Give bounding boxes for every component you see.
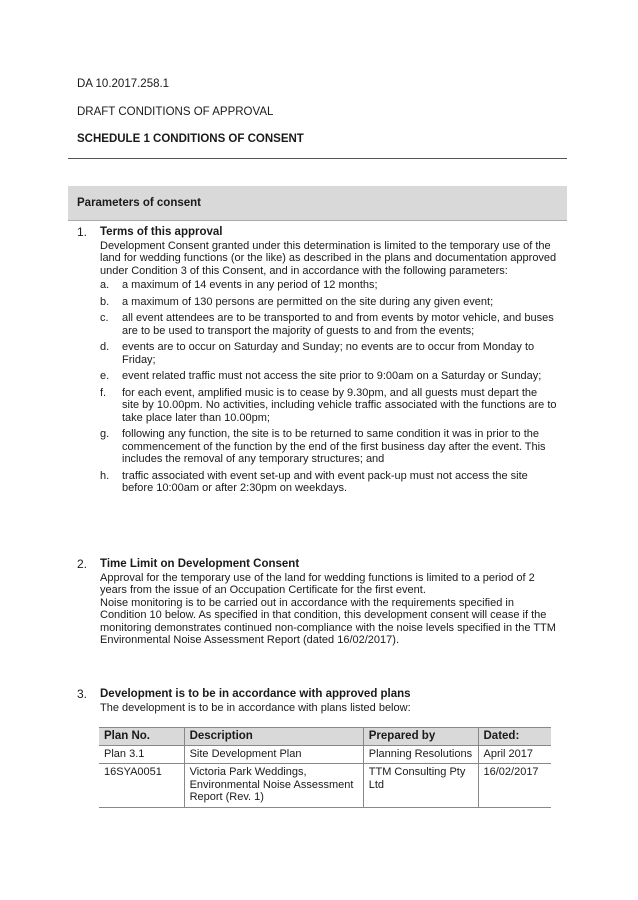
table-cell: Victoria Park Weddings, Environmental Noise Assessment Report (Rev. 1) — [184, 764, 363, 808]
table-cell: 16/02/2017 — [478, 764, 551, 808]
condition-3 — [77, 688, 557, 714]
list-letter: h. — [100, 469, 110, 482]
condition-paragraph: Development Consent granted under this determination is limited to the temporary use of the land for wedding functions (or the like) as described in the plans and documentation approved under Condition 3 of this Consent, and in accordance with the following parameters: — [100, 239, 557, 277]
condition-paragraph: Approval for the temporary use of the land for wedding functions is limited to a period of 2 years from the issue of an Occupation Certificate for the first event. — [100, 571, 535, 596]
schedule-title: SCHEDULE 1 CONDITIONS OF CONSENT — [77, 133, 304, 145]
approved-plans-table — [99, 727, 551, 808]
condition-1 — [77, 226, 557, 499]
column-header: Prepared by — [363, 728, 478, 746]
condition-2 — [77, 558, 557, 647]
list-text: event related traffic must not access the site prior to 9:00am on a Saturday or Sunday; — [122, 370, 542, 382]
condition-number: 3. — [77, 687, 88, 701]
list-text: a maximum of 14 events in any period of 12 months; — [122, 279, 378, 291]
list-item — [100, 312, 557, 337]
list-letter: c. — [100, 312, 109, 324]
section-heading: Parameters of consent — [77, 197, 201, 209]
list-text: for each event, amplified music is to cease by 9.30pm, and all guests must depart the site by 10.00pm. No activities, including vehicle traffic associated with the functions are to take place later than 10.00pm; — [122, 386, 557, 424]
condition-paragraph-2: Noise monitoring is to be carried out in accordance with the requirements specified in Condition 10 below. As specified in that condition, this development consent will cease if the monitoring demonstrates continued non-compliance with the noise levels specified in the TTM Environmental Noise Assessment Report (dated 16/02/2017). — [100, 596, 556, 646]
list-item — [100, 470, 557, 495]
list-item — [100, 428, 557, 466]
condition-number: 1. — [77, 225, 88, 239]
table-row — [99, 745, 551, 764]
table-row — [99, 764, 551, 808]
list-letter: a. — [100, 279, 110, 291]
table-cell: TTM Consulting Pty Ltd — [363, 764, 478, 808]
header-divider — [68, 158, 567, 159]
list-letter: b. — [100, 295, 110, 308]
condition-paragraph: The development is to be in accordance with plans listed below: — [100, 701, 411, 714]
table-cell: Site Development Plan — [184, 745, 363, 764]
table-cell: Plan 3.1 — [99, 745, 184, 764]
condition-title: Terms of this approval — [100, 226, 223, 238]
condition-title: Time Limit on Development Consent — [100, 558, 300, 570]
list-text: a maximum of 130 persons are permitted on the site during any given event; — [122, 295, 494, 308]
column-header: Plan No. — [99, 728, 184, 746]
list-letter: e. — [100, 370, 110, 382]
table-cell: April 2017 — [478, 745, 551, 764]
table-header-row — [99, 728, 551, 746]
parameter-list — [100, 279, 557, 495]
table-cell: 16SYA0051 — [99, 764, 184, 808]
column-header: Dated: — [478, 728, 551, 746]
list-letter: g. — [100, 428, 110, 440]
list-text: traffic associated with event set-up and with event pack-up must not access the site before 10:00am or after 2:30pm on weekdays. — [122, 469, 528, 494]
list-letter: f. — [100, 386, 107, 399]
list-item — [100, 341, 557, 366]
list-text: all event attendees are to be transported to and from events by motor vehicle, and buses are to be used to transport the majority of guests to and from the events; — [122, 312, 554, 337]
list-item — [100, 296, 557, 309]
list-item — [100, 387, 557, 425]
list-item — [100, 370, 557, 383]
table-cell: Planning Resolutions — [363, 745, 478, 764]
reference-number: DA 10.2017.258.1 — [77, 78, 170, 90]
list-text: following any function, the site is to be returned to same condition it was in prior to the commencement of the function by the end of the first business day after the event. This includes the removal of any temporary structures; and — [122, 428, 546, 465]
list-text: events are to occur on Saturday and Sunday; no events are to occur from Monday to Friday; — [122, 341, 535, 366]
column-header: Description — [184, 728, 363, 746]
condition-title: Development is to be in accordance with approved plans — [100, 688, 411, 700]
section-heading-bar — [68, 186, 567, 221]
list-letter: d. — [100, 341, 110, 353]
condition-number: 2. — [77, 557, 88, 571]
draft-title: DRAFT CONDITIONS OF APPROVAL — [77, 106, 274, 118]
list-item — [100, 279, 557, 292]
